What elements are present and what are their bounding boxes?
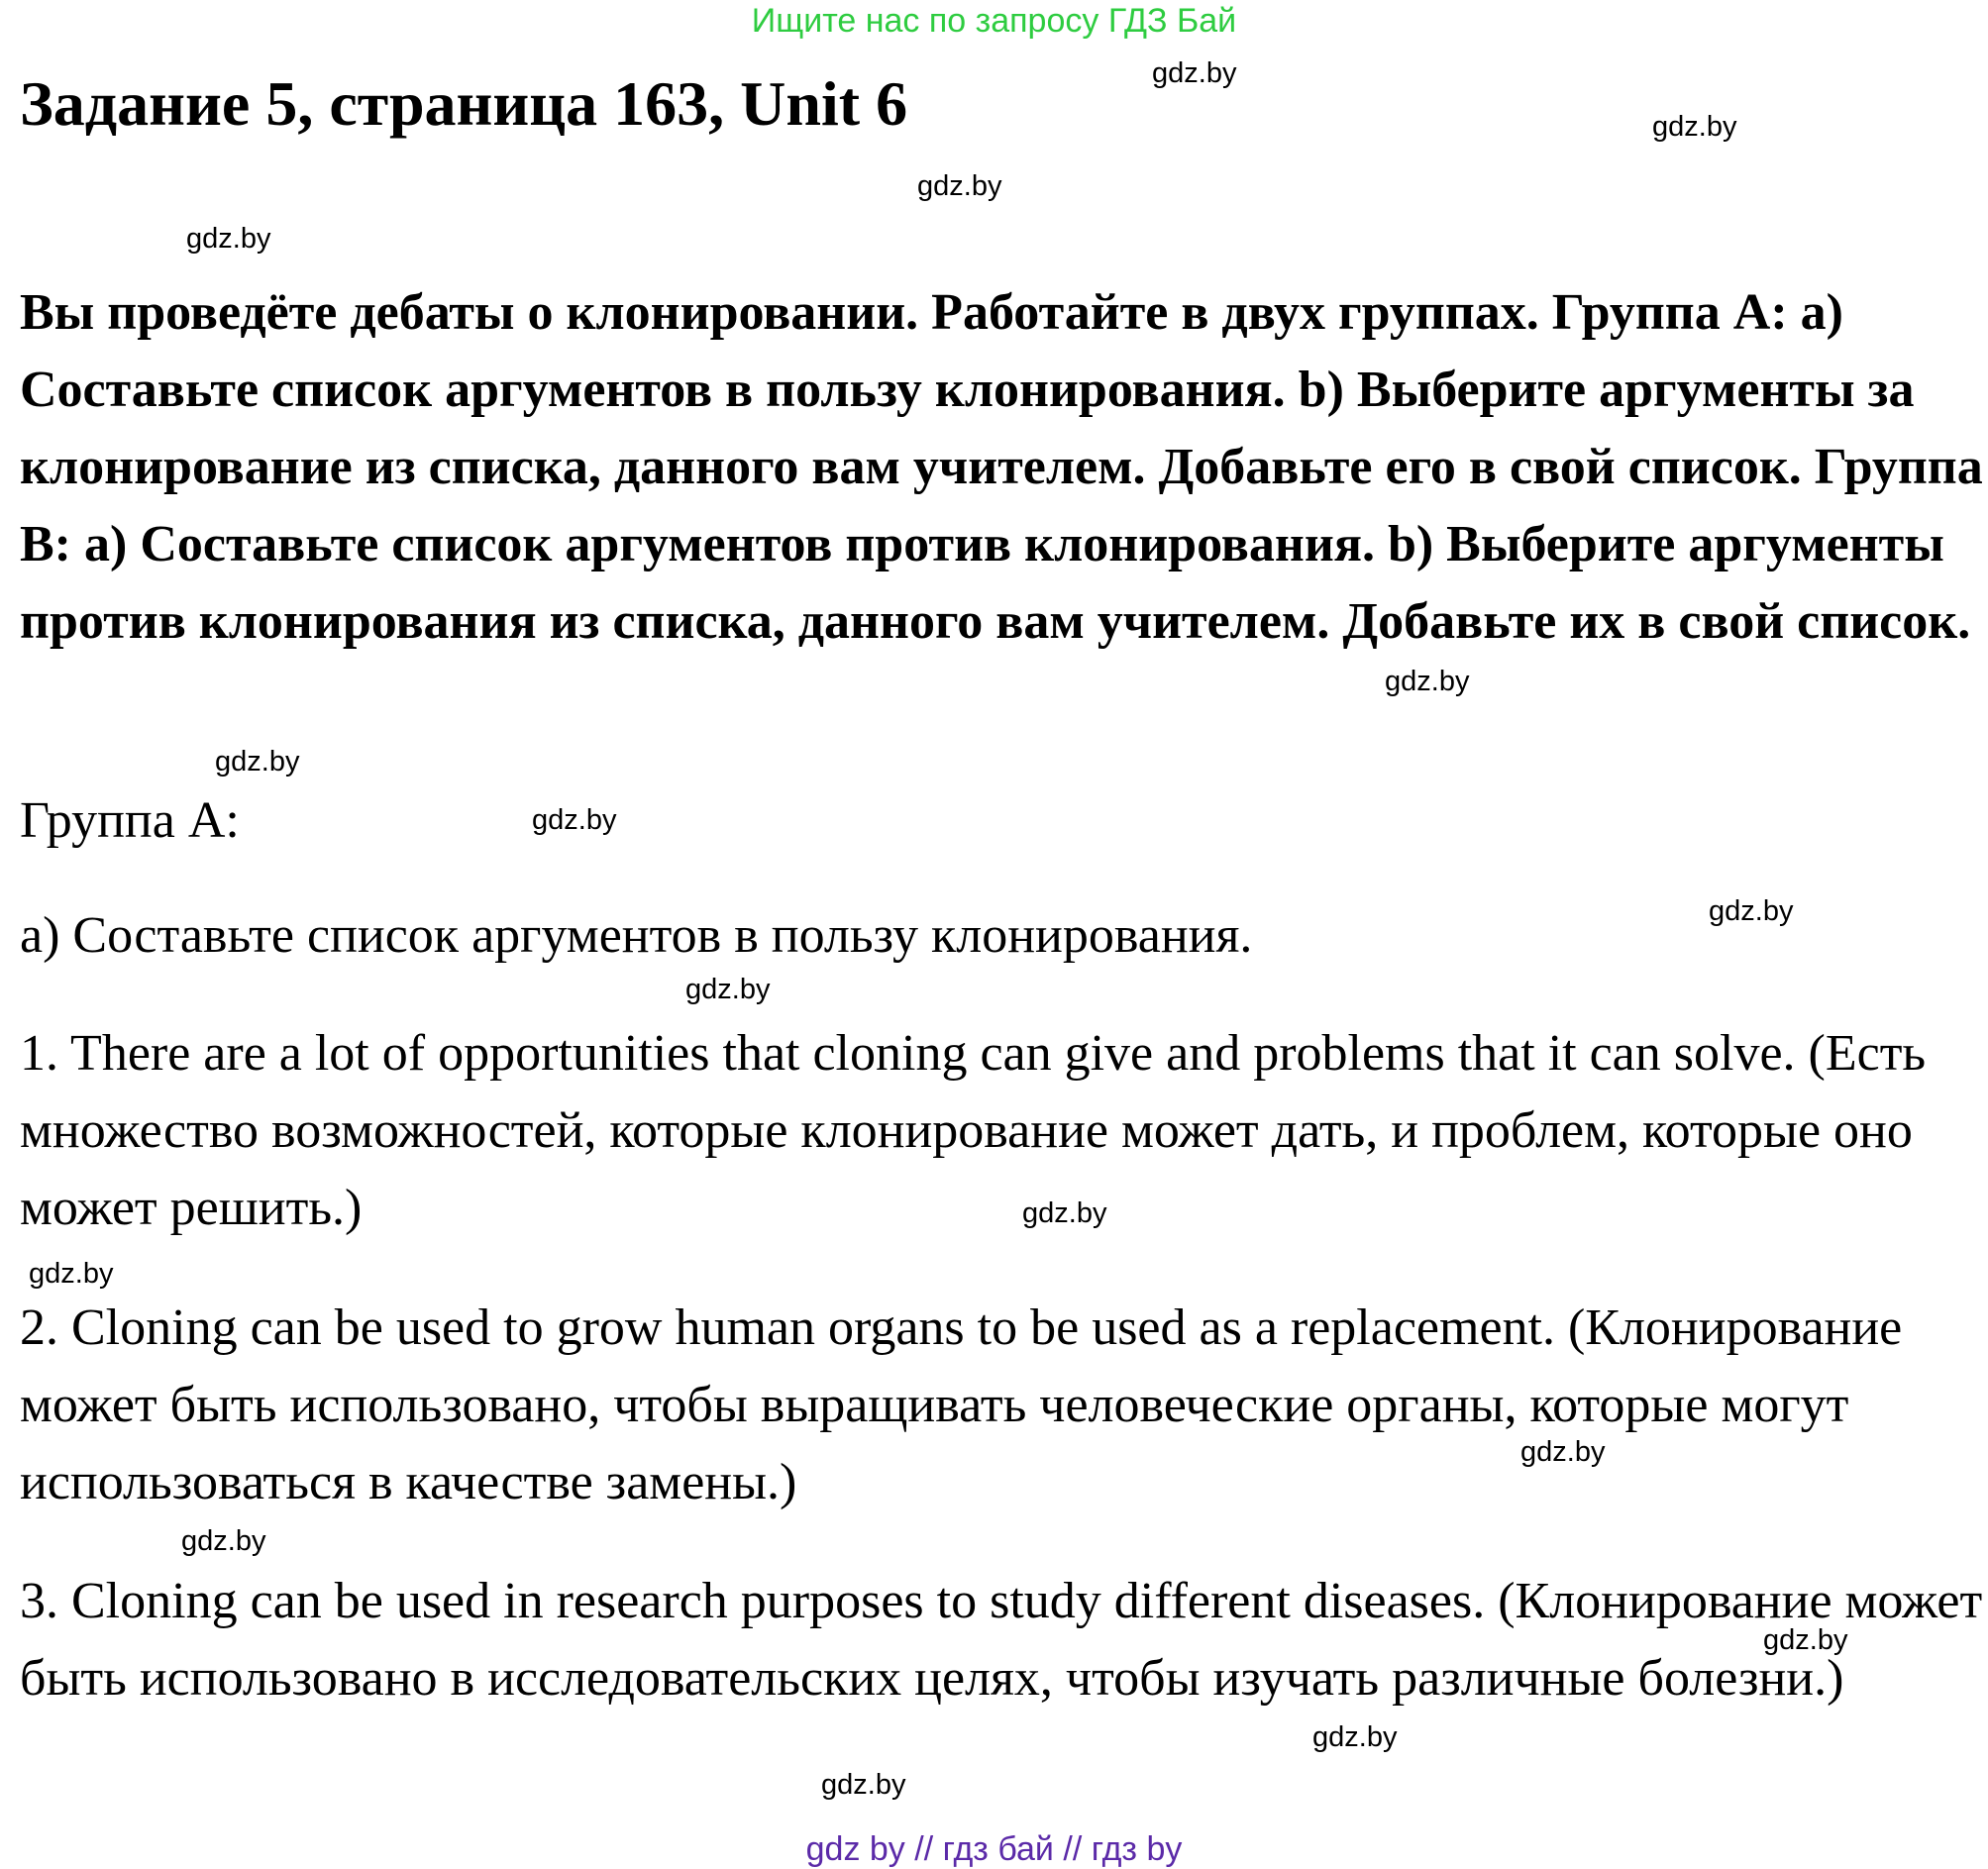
watermark: gdz.by [186, 223, 271, 255]
subtask-text: a) Составьте список аргументов в пользу клонирования. [20, 907, 1253, 964]
watermark: gdz.by [917, 170, 1002, 202]
watermark: gdz.by [532, 804, 617, 836]
watermark: gdz.by [1022, 1197, 1107, 1229]
task-text: Вы проведёте дебаты о клонировании. Работайте в двух группах. Группа A: a) Составьте список аргументов в пользу клонирования. b) Выберите аргументы за клонирование из списка, данного вам учителем. Добавьте его в свой список. Группа B: a) Составьте список аргументов против клонирования. b) Выберите аргументы против клонирования из списка, данного вам учителем. Добавьте их в свой список. [20, 284, 1983, 650]
watermark: gdz.by [1520, 1436, 1606, 1468]
watermark: gdz.by [1385, 666, 1470, 697]
watermark: gdz.by [181, 1525, 266, 1557]
watermark: gdz.by [1763, 1624, 1848, 1656]
footer: gdz by // гдз бай // гдз by [805, 1830, 1183, 1868]
watermark: gdz.by [1652, 111, 1737, 143]
watermark: gdz.by [215, 746, 300, 778]
watermark: gdz.by [1312, 1721, 1398, 1753]
watermark: gdz.by [685, 974, 771, 1005]
watermark: gdz.by [821, 1769, 906, 1801]
watermark: gdz.by [1709, 895, 1794, 927]
page-title: Задание 5, страница 163, Unit 6 [20, 68, 908, 139]
watermark: gdz.by [1152, 57, 1237, 89]
list-item: 1. There are a lot of opportunities that cloning can give and problems that it can solve. (Есть множество возможностей, которые клонирование может дать, и проблем, которые оно может решить.) [20, 1025, 1927, 1236]
list-item: 2. Cloning can be used to grow human organs to be used as a replacement. (Клонирование может быть использовано, чтобы выращивать человеческие органы, которые могут использоваться в качестве замены.) [20, 1299, 1903, 1510]
top-banner: Ищите нас по запросу ГДЗ Бай [751, 2, 1237, 40]
watermark: gdz.by [29, 1258, 114, 1290]
list-item: 3. Cloning can be used in research purposes to study different diseases. (Клонирование может быть использовано в исследовательских целях, чтобы изучать различные болезни.) [20, 1573, 1983, 1707]
group-heading: Группа А: [20, 792, 240, 849]
